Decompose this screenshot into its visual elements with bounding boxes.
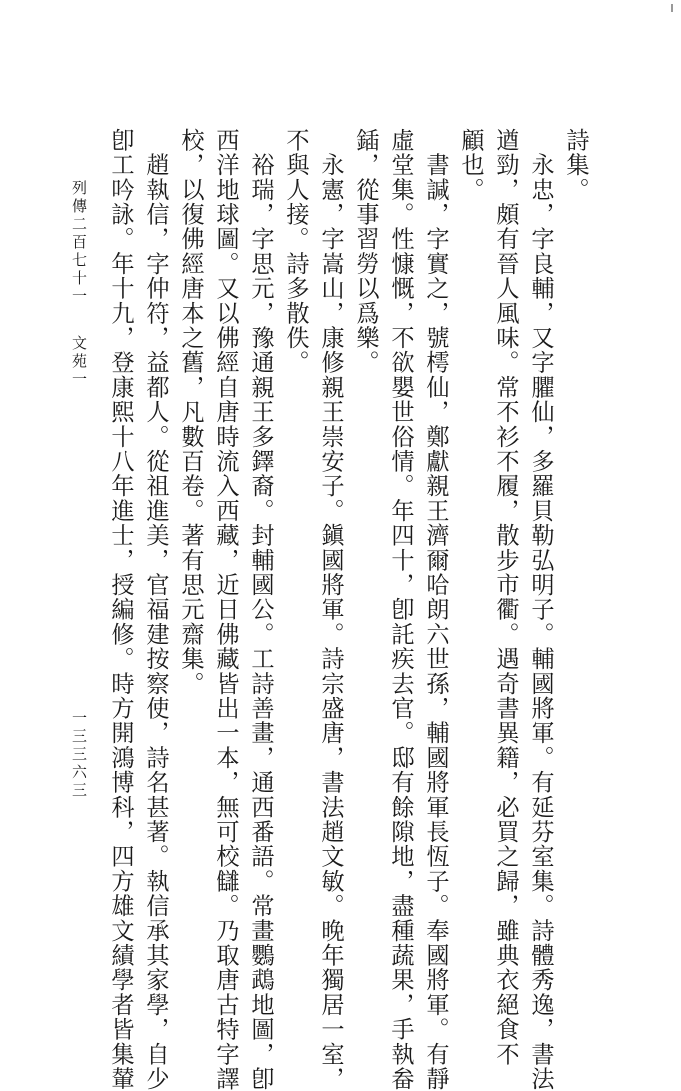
page-number: 一三三六三: [70, 710, 88, 800]
text-column: 顧也。: [457, 128, 484, 203]
footer-section: 列傳二百七十一: [70, 180, 88, 306]
text-column: 詩集。: [562, 128, 589, 203]
text-column: 虛堂集。性慷慨，不欲嬰世俗情。年四十，卽託疾去官。邸有餘隙地，盡種蔬果，手執畚: [387, 128, 414, 1091]
text-column: 鍤，從事習勞以爲樂。: [352, 128, 379, 375]
text-column: 不與人接。詩多散佚。: [282, 128, 309, 375]
text-column: 裕瑞，字思元，豫通親王多鐸裔。封輔國公。工詩善畫，通西番語。常畫鸚鵡地圖，卽: [247, 128, 274, 1091]
text-column: 趙執信，字仲符，益都人。從祖進美，官福建按察使，詩名甚著。執信承其家學，自少: [142, 128, 169, 1091]
text-column: 遒勁，頗有晉人風味。常不衫不履，散步市衢。遇奇書異籍，必買之歸，雖典衣絕食不: [492, 128, 519, 1067]
text-column: 西洋地球圖。又以佛經自唐時流入西藏，近日佛藏皆出一本，無可校讎。乃取唐古特字譯: [212, 128, 239, 1091]
corner-mark: [671, 4, 673, 12]
text-column: 永憲，字嵩山，康修親王崇安子。鎭國將軍。詩宗盛唐，書法趙文敏。晚年獨居一室，: [317, 128, 344, 1091]
text-column: 校，以復佛經唐本之舊，凡數百卷。著有思元齋集。: [177, 128, 204, 697]
footer-chapter: 文苑一: [70, 335, 88, 389]
text-column: 書諴，字實之，號樗仙，鄭獻親王濟爾哈朗六世孫，輔國將軍長恆子。奉國將軍。有靜: [422, 128, 449, 1091]
text-column: 卽工吟詠。年十九，登康熙十八年進士，授編修。時方開鴻博科，四方雄文績學者皆集輦: [107, 128, 134, 1091]
text-column: 永忠，字良輔，又字臞仙，多羅貝勒弘明子。輔國將軍。有延芬室集。詩體秀逸，書法: [527, 128, 554, 1091]
